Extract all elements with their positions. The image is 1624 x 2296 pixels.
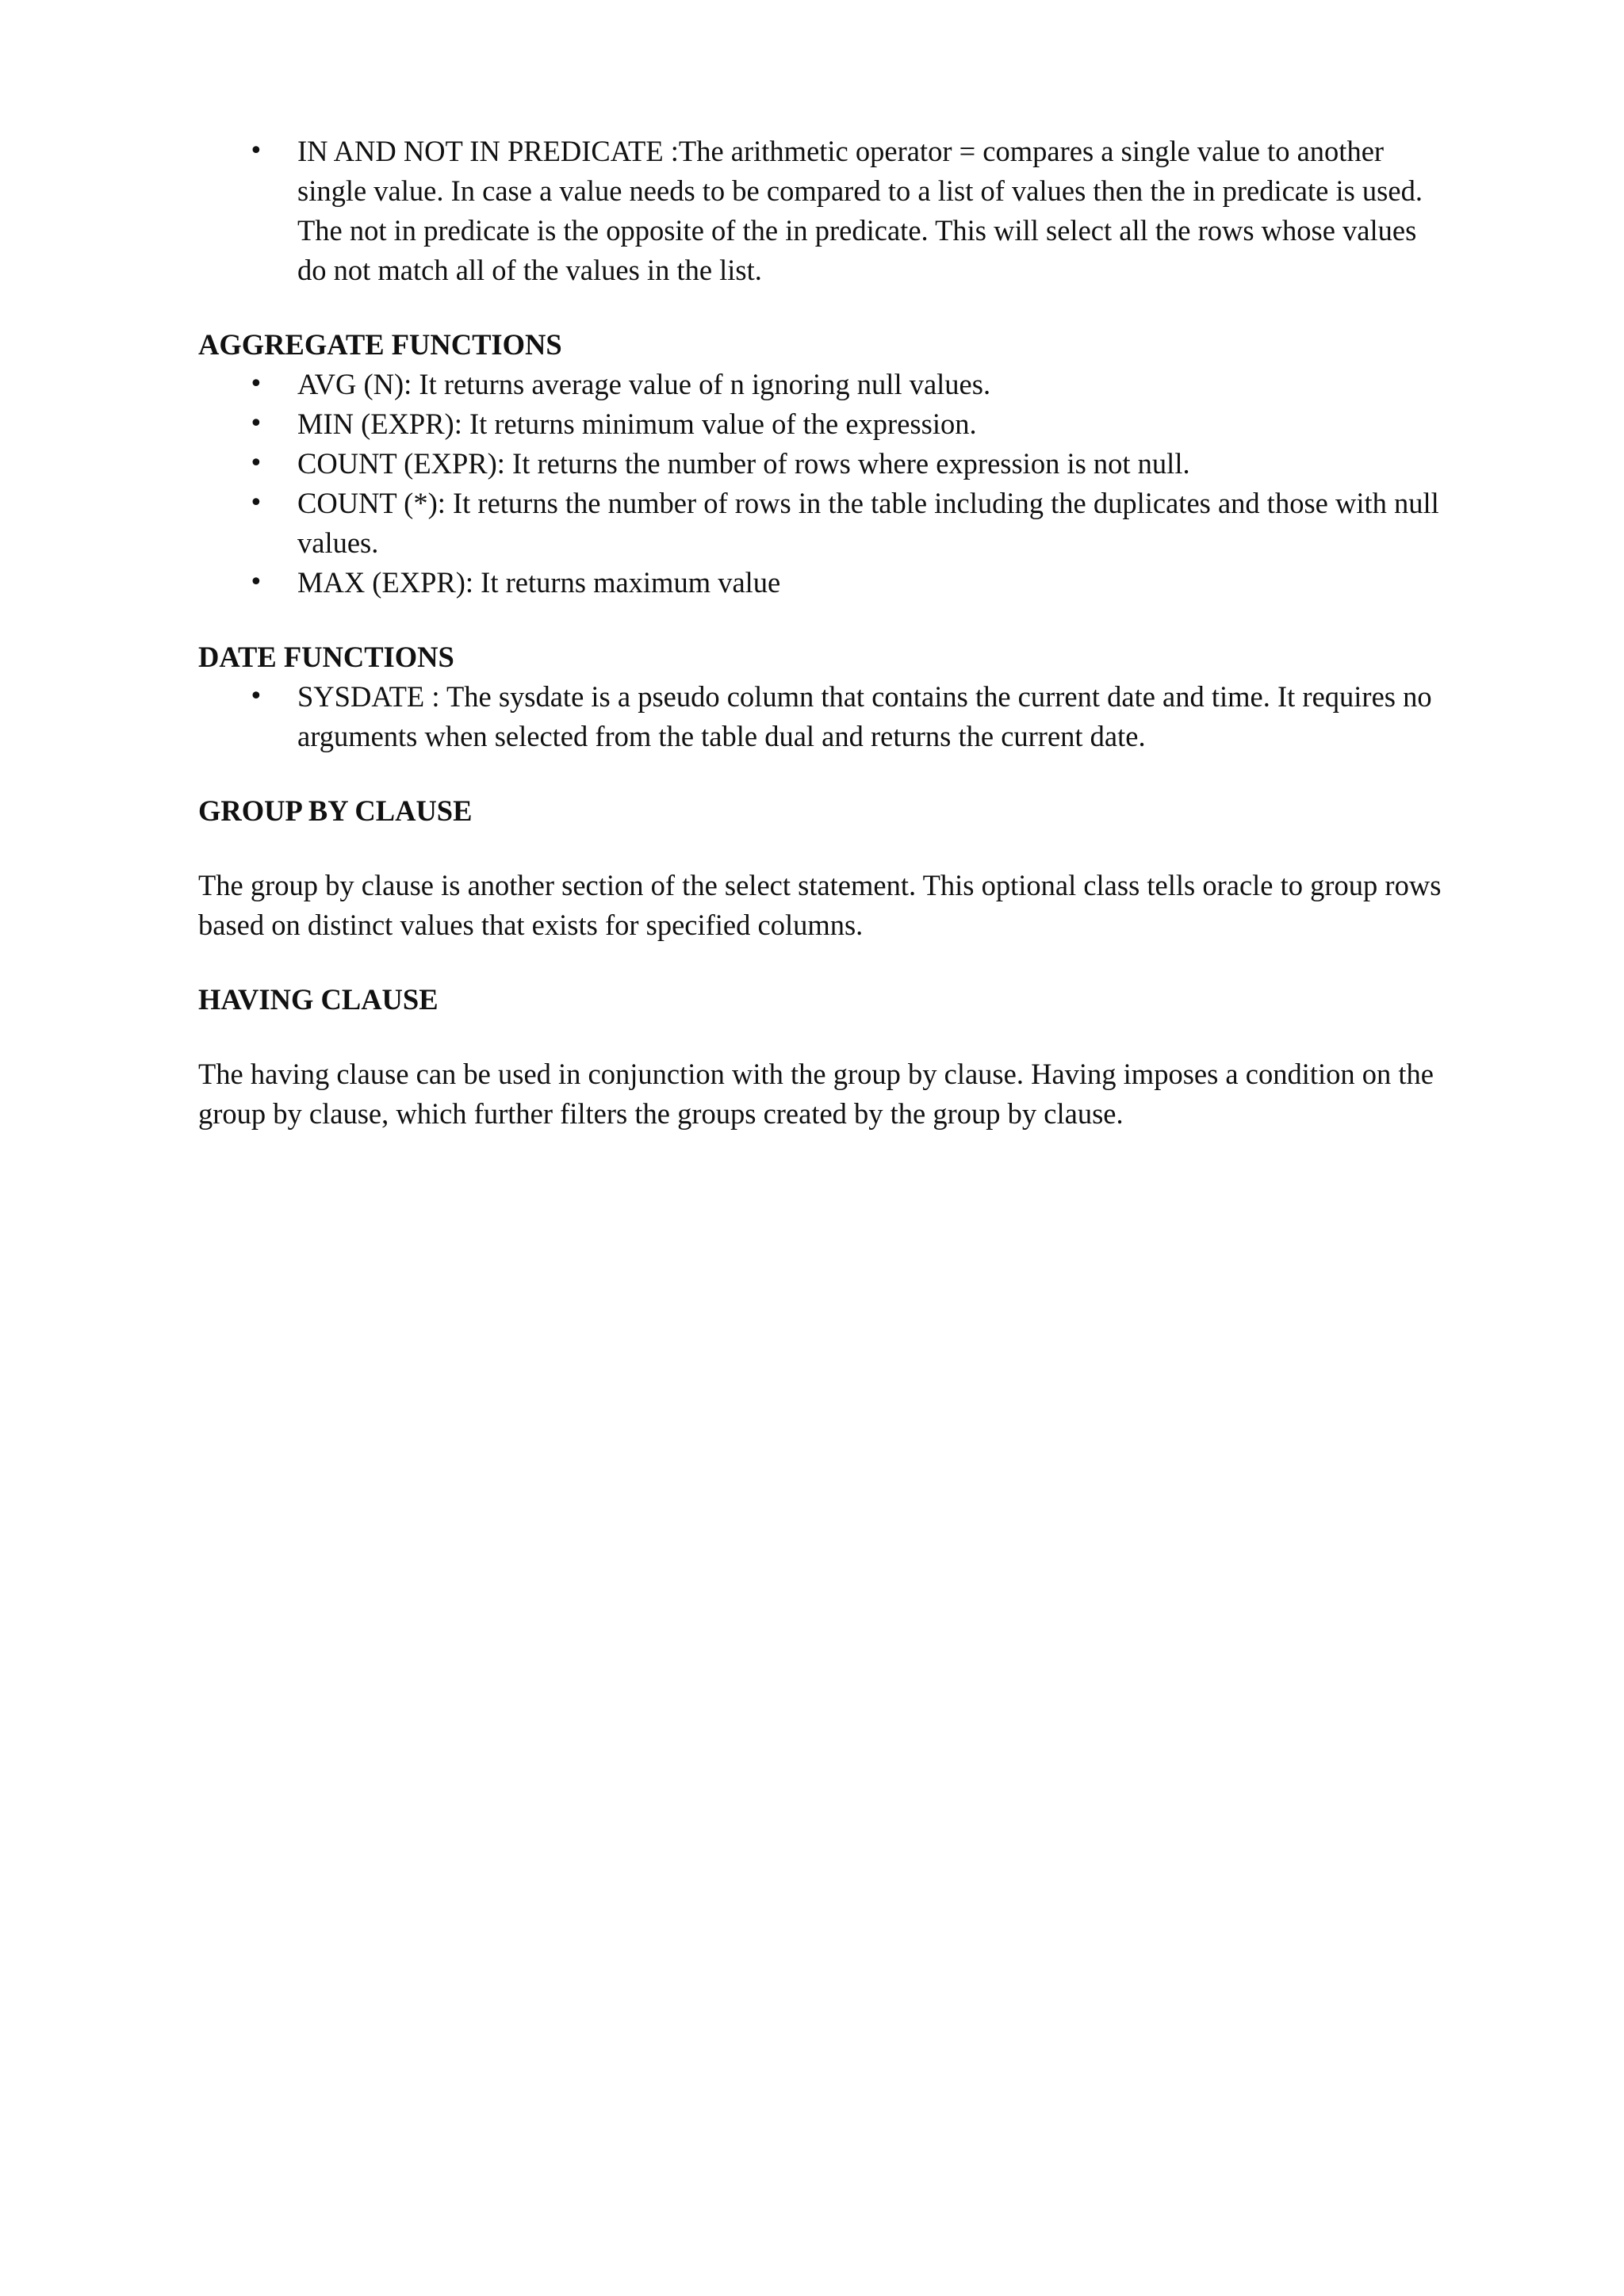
document-content <box>198 132 1443 1134</box>
section-heading-group-by: GROUP BY CLAUSE <box>198 794 473 827</box>
bullet-icon: • <box>249 370 263 398</box>
bullet-icon: • <box>249 137 263 165</box>
paragraph-having: The having clause can be used in conjunction with the group by clause. Having imposes a condition on the group by clause, which further filters the groups created by the group by clause. <box>198 1058 1434 1130</box>
bullet-icon: • <box>249 410 263 438</box>
list-item-text: COUNT (EXPR): It returns the number of rows where expression is not null. <box>297 447 1190 480</box>
list-item <box>198 563 1443 603</box>
bullet-icon: • <box>249 489 263 517</box>
list-item-text: SYSDATE : The sysdate is a pseudo column that contains the current date and time. It requires no arguments when selected from the table dual and returns the current date. <box>297 680 1432 752</box>
bullet-icon: • <box>249 568 263 596</box>
list-item-text: AVG (N): It returns average value of n ignoring null values. <box>297 368 991 400</box>
aggregate-list <box>198 365 1443 603</box>
list-item <box>198 444 1443 484</box>
bullet-icon: • <box>249 683 263 710</box>
list-item <box>198 484 1443 563</box>
list-item <box>198 132 1443 290</box>
bullet-icon: • <box>249 450 263 477</box>
list-item <box>198 404 1443 444</box>
section-heading-aggregate: AGGREGATE FUNCTIONS <box>198 328 562 361</box>
section-heading-date: DATE FUNCTIONS <box>198 641 454 673</box>
paragraph-group-by: The group by clause is another section of the select statement. This optional class tells oracle to group rows based on distinct values that exists for specified columns. <box>198 869 1442 941</box>
date-list <box>198 677 1443 756</box>
list-item-text: MAX (EXPR): It returns maximum value <box>297 566 781 599</box>
list-item-text: MIN (EXPR): It returns minimum value of the expression. <box>297 408 977 440</box>
list-item <box>198 677 1443 756</box>
section-heading-having: HAVING CLAUSE <box>198 983 439 1016</box>
list-item <box>198 365 1443 404</box>
predicate-list <box>198 132 1443 290</box>
list-item-text: IN AND NOT IN PREDICATE :The arithmetic operator = compares a single value to another single value. In case a value needs to be compared to a list of values then the in predicate is used. The not in predicate is the opposite of the in predicate. This will select all the rows whose values do not match all of the values in the list. <box>297 135 1423 286</box>
list-item-text: COUNT (*): It returns the number of rows in the table including the duplicates and those with null values. <box>297 487 1439 559</box>
